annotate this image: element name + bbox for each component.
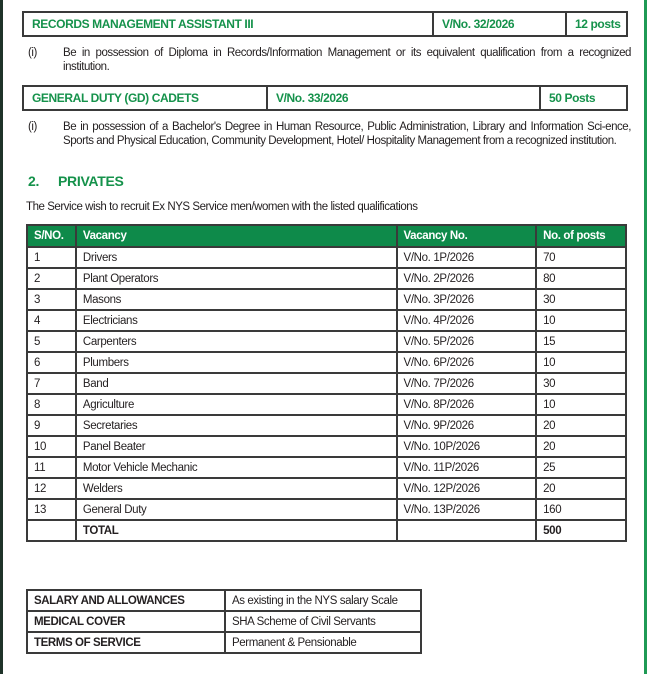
cell-vacancy-no: V/No. 7P/2026 <box>397 373 537 394</box>
vacancy-title: RECORDS MANAGEMENT ASSISTANT III <box>32 17 254 31</box>
page-border-left <box>0 0 3 674</box>
cell-vacancy: Secretaries <box>76 415 397 436</box>
table-row <box>27 415 626 436</box>
cell-vacancy: Electricians <box>76 310 397 331</box>
privates-table <box>26 224 627 542</box>
cell-vacancy-no: V/No. 10P/2026 <box>397 436 537 457</box>
table-row <box>27 289 626 310</box>
vacancy-box-records-management <box>22 11 628 37</box>
cell-posts: 10 <box>536 352 626 373</box>
cell-vacancy: Panel Beater <box>76 436 397 457</box>
cell-posts: 10 <box>536 310 626 331</box>
requirement-number: (i) <box>28 121 37 133</box>
vacancy-number: V/No. 32/2026 <box>432 13 565 35</box>
cell-sno: 3 <box>27 289 76 310</box>
cell-vacancy-no: V/No. 13P/2026 <box>397 499 537 520</box>
cell-sno: 11 <box>27 457 76 478</box>
cell-posts: 30 <box>536 373 626 394</box>
cell-sno: 10 <box>27 436 76 457</box>
total-value: 500 <box>536 520 626 541</box>
cell-vacancy: Plant Operators <box>76 268 397 289</box>
cell-vacancy-no: V/No. 3P/2026 <box>397 289 537 310</box>
terms-value-medical: SHA Scheme of Civil Servants <box>225 611 421 632</box>
terms-key-salary: SALARY AND ALLOWANCES <box>27 590 225 611</box>
vacancy-title: GENERAL DUTY (GD) CADETS <box>32 91 199 105</box>
cell-sno: 12 <box>27 478 76 499</box>
table-row <box>27 373 626 394</box>
vacancy-posts: 12 posts <box>565 13 626 35</box>
cell-posts: 20 <box>536 415 626 436</box>
section-number: 2. <box>28 173 40 189</box>
cell-sno-empty <box>27 520 76 541</box>
cell-vacancy: Motor Vehicle Mechanic <box>76 457 397 478</box>
cell-vacancy: Drivers <box>76 247 397 268</box>
cell-sno: 8 <box>27 394 76 415</box>
cell-vacancy-no: V/No. 11P/2026 <box>397 457 537 478</box>
terms-value-service: Permanent & Pensionable <box>225 632 421 653</box>
vacancy-posts: 50 Posts <box>539 87 626 109</box>
cell-vacancy: Plumbers <box>76 352 397 373</box>
table-row <box>27 499 626 520</box>
table-total-row <box>27 520 626 541</box>
terms-table <box>26 589 422 654</box>
cell-posts: 25 <box>536 457 626 478</box>
terms-value-salary: As existing in the NYS salary Scale <box>225 590 421 611</box>
cell-vacancy-no: V/No. 8P/2026 <box>397 394 537 415</box>
cell-sno: 6 <box>27 352 76 373</box>
cell-vacancy-no: V/No. 2P/2026 <box>397 268 537 289</box>
cell-posts: 20 <box>536 436 626 457</box>
section-title: PRIVATES <box>58 173 124 189</box>
terms-key-medical: MEDICAL COVER <box>27 611 225 632</box>
table-row <box>27 352 626 373</box>
column-header-posts: No. of posts <box>536 225 626 247</box>
cell-vacancy: General Duty <box>76 499 397 520</box>
table-row <box>27 331 626 352</box>
cell-sno: 9 <box>27 415 76 436</box>
table-row <box>27 457 626 478</box>
table-row <box>27 478 626 499</box>
terms-key-service: TERMS OF SERVICE <box>27 632 225 653</box>
terms-row <box>27 590 421 611</box>
table-header-row <box>27 225 626 247</box>
table-row <box>27 268 626 289</box>
cell-vacancy: Carpenters <box>76 331 397 352</box>
table-row <box>27 394 626 415</box>
cell-vacancy-no: V/No. 6P/2026 <box>397 352 537 373</box>
cell-sno: 4 <box>27 310 76 331</box>
section-intro: The Service wish to recruit Ex NYS Service men/women with the listed qualifications <box>26 201 418 213</box>
cell-sno: 1 <box>27 247 76 268</box>
cell-posts: 30 <box>536 289 626 310</box>
cell-sno: 13 <box>27 499 76 520</box>
cell-vacancy: Masons <box>76 289 397 310</box>
cell-vacancy-no: V/No. 5P/2026 <box>397 331 537 352</box>
terms-row <box>27 632 421 653</box>
cell-posts: 20 <box>536 478 626 499</box>
table-row <box>27 436 626 457</box>
cell-posts: 15 <box>536 331 626 352</box>
cell-sno: 7 <box>27 373 76 394</box>
cell-posts: 10 <box>536 394 626 415</box>
page-border-right <box>644 0 647 674</box>
requirement-text: Be in possession of Diploma in Records/Information Management or its equivalent qualification from a recognized institution. <box>63 47 631 73</box>
cell-vacancy: Agriculture <box>76 394 397 415</box>
cell-vacancy: Welders <box>76 478 397 499</box>
vacancy-number: V/No. 33/2026 <box>266 87 539 109</box>
cell-vacancy-no: V/No. 12P/2026 <box>397 478 537 499</box>
column-header-vacancy: Vacancy <box>76 225 397 247</box>
cell-posts: 70 <box>536 247 626 268</box>
cell-vacancy-no: V/No. 9P/2026 <box>397 415 537 436</box>
cell-posts: 160 <box>536 499 626 520</box>
cell-sno: 2 <box>27 268 76 289</box>
cell-sno: 5 <box>27 331 76 352</box>
requirement-number: (i) <box>28 47 37 59</box>
requirement-text: Be in possession of a Bachelor's Degree in Human Resource, Public Administration, Library and Information Sci-ence, Sports and Physical Education, Community Development, Hotel/ Hospitality Management from a recognized institution. <box>63 121 631 147</box>
terms-row <box>27 611 421 632</box>
total-label: TOTAL <box>76 520 397 541</box>
table-row <box>27 247 626 268</box>
vacancy-box-general-duty-cadets <box>22 85 628 111</box>
cell-posts: 80 <box>536 268 626 289</box>
cell-vacancy: Band <box>76 373 397 394</box>
cell-vacancy-no-empty <box>397 520 537 541</box>
cell-vacancy-no: V/No. 4P/2026 <box>397 310 537 331</box>
cell-vacancy-no: V/No. 1P/2026 <box>397 247 537 268</box>
column-header-sno: S/NO. <box>27 225 76 247</box>
table-row <box>27 310 626 331</box>
column-header-vacancy-no: Vacancy No. <box>397 225 537 247</box>
